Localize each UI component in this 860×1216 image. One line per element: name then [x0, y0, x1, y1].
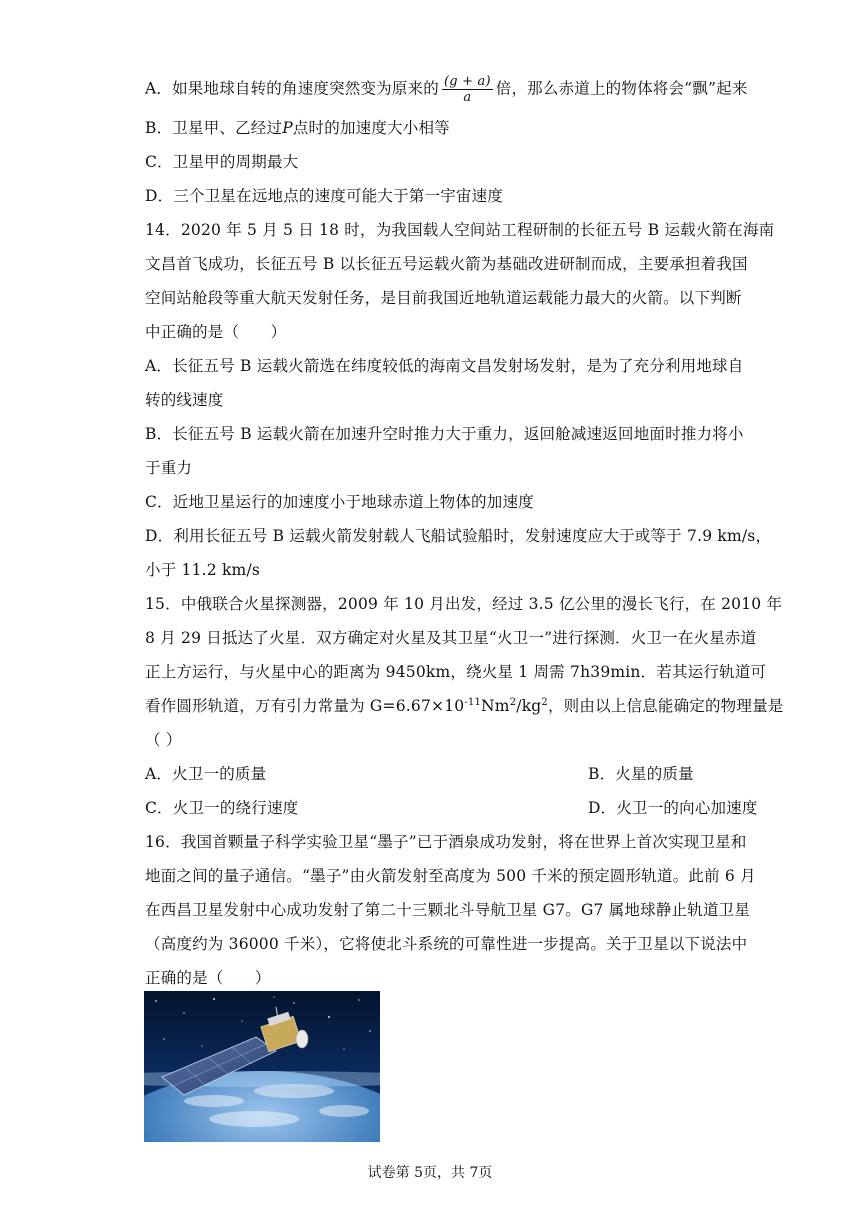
- q15-stem-line-5: （ ）: [145, 731, 182, 749]
- q16-stem-line-4: （高度约为 36000 千米），它将使北斗系统的可靠性进一步提高。关于卫星以下说法中: [145, 935, 748, 953]
- unit-kg: /kg: [516, 697, 542, 715]
- q14-stem-line-1: 14．2020 年 5 月 5 日 18 时，为我国载人空间站工程研制的长征五号 B 运载火箭在海南: [145, 221, 775, 239]
- q14-option-b-line-1: B．长征五号 B 运载火箭在加速升空时推力大于重力，返回舱减速返回地面时推力将小: [145, 425, 744, 443]
- exponent: 2: [541, 696, 548, 708]
- page-footer: 试卷第 5页，共 7页: [367, 1165, 493, 1181]
- q15-option-row-2: [145, 797, 758, 819]
- satellite-image: [144, 991, 380, 1142]
- q13-option-b-text-pre: B．卫星甲、乙经过: [145, 119, 283, 137]
- q14-option-d-line-2: 小于 11.2 km/s: [145, 561, 261, 579]
- q13-option-b: [145, 117, 450, 139]
- q16-stem-line-2: 地面之间的量子通信。“墨子”由火箭发射至高度为 500 千米的预定圆形轨道。此前 6 月: [145, 867, 756, 885]
- q14-stem-line-3: 空间站舱段等重大航天发射任务，是目前我国近地轨道运载能力最大的火箭。以下判断: [145, 289, 742, 307]
- q16-stem-line-1: 16．我国首颗量子科学实验卫星“墨子”已于酒泉成功发射，将在世界上首次实现卫星和: [145, 833, 747, 851]
- q15-stem-line-2: 8 月 29 日抵达了火星．双方确定对火星及其卫星“火卫一”进行探测．火卫一在火星赤道: [145, 629, 757, 647]
- q16-stem-line-5: 正确的是（ ）: [145, 969, 271, 987]
- q14-option-a-line-1: A．长征五号 B 运载火箭选在纬度较低的海南文昌发射场发射，是为了充分利用地球自: [145, 357, 744, 375]
- q15-option-d: D．火卫一的向心加速度: [588, 799, 758, 817]
- q13-option-c: C．卫星甲的周期最大: [145, 153, 299, 171]
- q14-option-a-line-2: 转的线速度: [145, 391, 224, 409]
- q15-option-b: B．火星的质量: [588, 765, 694, 783]
- q14-stem-line-4: 中正确的是（ ）: [145, 323, 287, 341]
- q14-option-b-line-2: 于重力: [145, 459, 193, 477]
- q13-option-b-text-post: 点时的加速度大小相等: [292, 119, 450, 137]
- q13-option-a: [145, 74, 748, 105]
- exponent: -11: [464, 696, 482, 708]
- q15-option-row-1: [145, 763, 694, 785]
- q15-stem-line-3: 正上方运行，与火星中心的距离为 9450km，绕火星 1 周需 7h39min．若其运行轨道可: [145, 663, 767, 681]
- q14-option-d-line-1: D．利用长征五号 B 运载火箭发射载人飞船试验船时，发射速度应大于或等于 7.9 km/s，: [145, 527, 772, 545]
- gravity-constant-text: 看作圆形轨道，万有引力常量为 G=6.67×10: [145, 697, 465, 715]
- fraction-numerator: (g + a): [444, 74, 491, 89]
- q15-stem-line-1: 15．中俄联合火星探测器，2009 年 10 月出发，经过 3.5 亿公里的漫长飞行，在 2010 年: [145, 595, 783, 613]
- q16-stem-line-3: 在西昌卫星发射中心成功发射了第二十三颗北斗导航卫星 G7。G7 属地球静止轨道卫星: [145, 901, 751, 919]
- q13-option-a-text-post: 倍，那么赤道上的物体将会“飘”起来: [495, 79, 748, 98]
- q15-stem-line-4: [145, 695, 784, 717]
- q14-stem-line-2: 文昌首飞成功，长征五号 B 以长征五号运载火箭为基础改进研制而成，主要承担着我国: [145, 255, 748, 273]
- fraction: [442, 74, 493, 105]
- q15-stem-line-4-tail: ，则由以上信息能确定的物理量是: [547, 697, 784, 715]
- point-p-variable: P: [282, 119, 293, 137]
- q15-option-c: C．火卫一的绕行速度: [145, 799, 299, 817]
- q13-option-d: D．三个卫星在远地点的速度可能大于第一宇宙速度: [145, 187, 504, 205]
- q15-option-a: A．火卫一的质量: [145, 765, 267, 783]
- exponent: 2: [509, 696, 517, 708]
- q14-option-c: C．近地卫星运行的加速度小于地球赤道上物体的加速度: [145, 493, 534, 511]
- fraction-denominator: a: [463, 90, 472, 105]
- q13-option-a-text-pre: A．如果地球自转的角速度突然变为原来的: [145, 79, 439, 98]
- unit-nm: Nm: [481, 697, 510, 715]
